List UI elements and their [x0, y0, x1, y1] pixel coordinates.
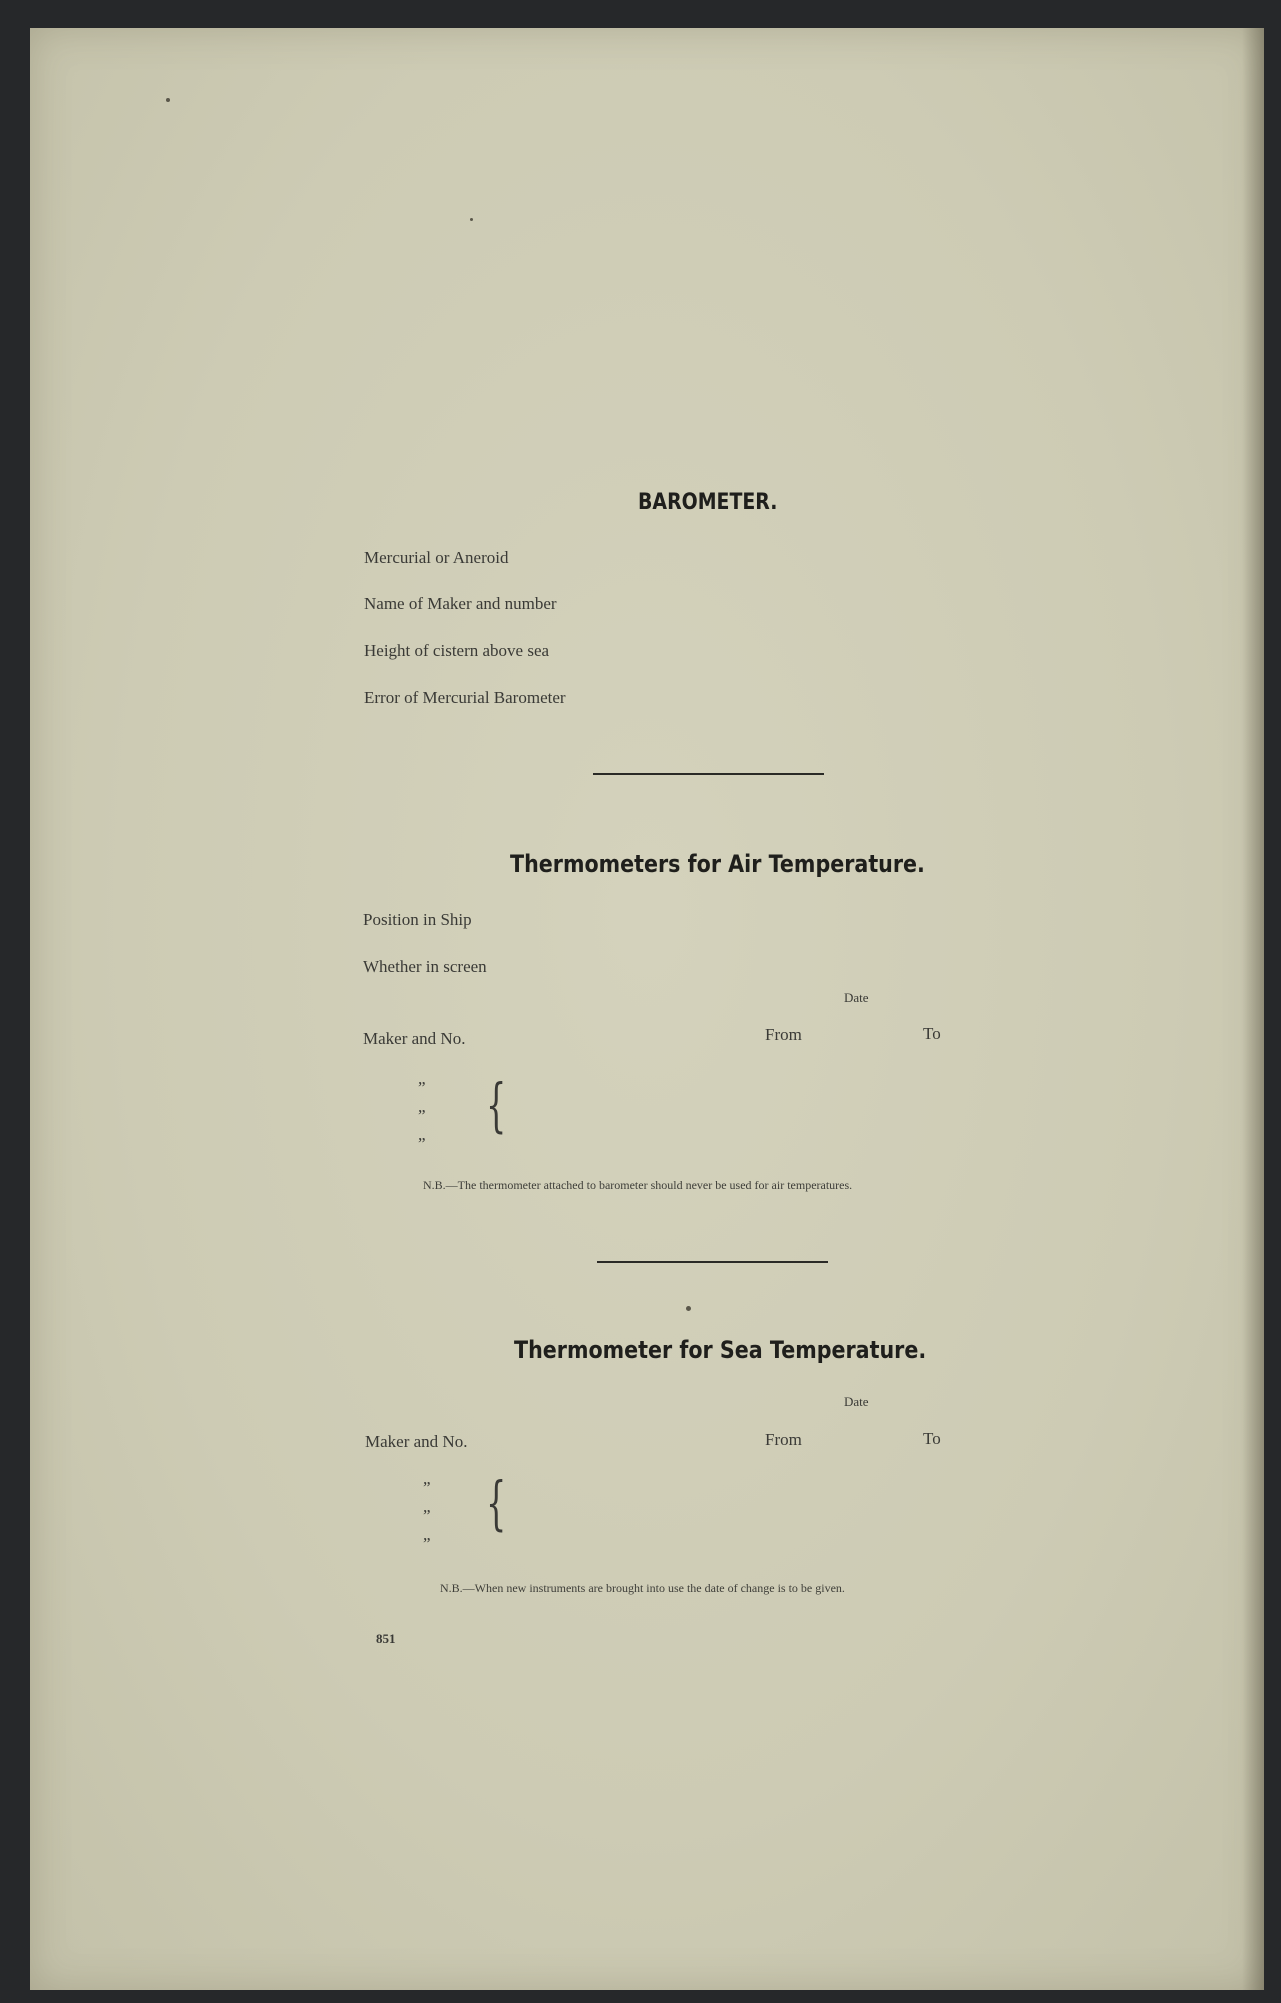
barometer-height-label: Height of cistern above sea [364, 641, 550, 660]
form-page [30, 28, 1264, 1990]
paper-speck [686, 1306, 691, 1311]
ditto-mark: ” [423, 1506, 431, 1525]
ditto-mark: ” [418, 1106, 426, 1125]
ditto-mark: ” [423, 1478, 431, 1497]
sea-maker-label: Maker and No. [365, 1432, 468, 1451]
air-note: N.B.—The thermometer attached to barometer should never be used for air temperatures. [423, 1178, 853, 1192]
air-to-label: To [923, 1024, 941, 1043]
sea-from-label: From [765, 1430, 802, 1449]
curly-brace-icon: { [486, 1469, 507, 1537]
air-maker-label: Maker and No. [363, 1029, 466, 1048]
air-thermometers-heading: Thermometers for Air Temperature. [510, 850, 925, 878]
ditto-mark: ” [423, 1534, 431, 1553]
air-date-label: Date [844, 990, 869, 1005]
position-in-ship-label: Position in Ship [363, 910, 472, 929]
ditto-mark: ” [418, 1134, 426, 1153]
barometer-error-label: Error of Mercurial Barometer [364, 688, 566, 707]
barometer-maker-label: Name of Maker and number [364, 594, 557, 613]
paper-speck [470, 218, 473, 221]
air-from-label: From [765, 1025, 802, 1044]
whether-in-screen-label: Whether in screen [363, 957, 487, 976]
sea-note: N.B.—When new instruments are brought into use the date of change is to be given. [440, 1581, 845, 1595]
sea-to-label: To [923, 1429, 941, 1448]
ditto-mark: ” [418, 1078, 426, 1097]
form-number: 851 [376, 1631, 396, 1646]
sea-thermometer-heading: Thermometer for Sea Temperature. [514, 1336, 927, 1364]
section-divider [593, 773, 824, 775]
curly-brace-icon: { [486, 1071, 507, 1139]
sea-date-label: Date [844, 1394, 869, 1409]
paper-speck [166, 98, 170, 102]
barometer-type-label: Mercurial or Aneroid [364, 548, 509, 567]
barometer-heading: BAROMETER. [638, 490, 778, 515]
section-divider [597, 1261, 828, 1263]
page-edge-shadow [1242, 28, 1264, 1990]
